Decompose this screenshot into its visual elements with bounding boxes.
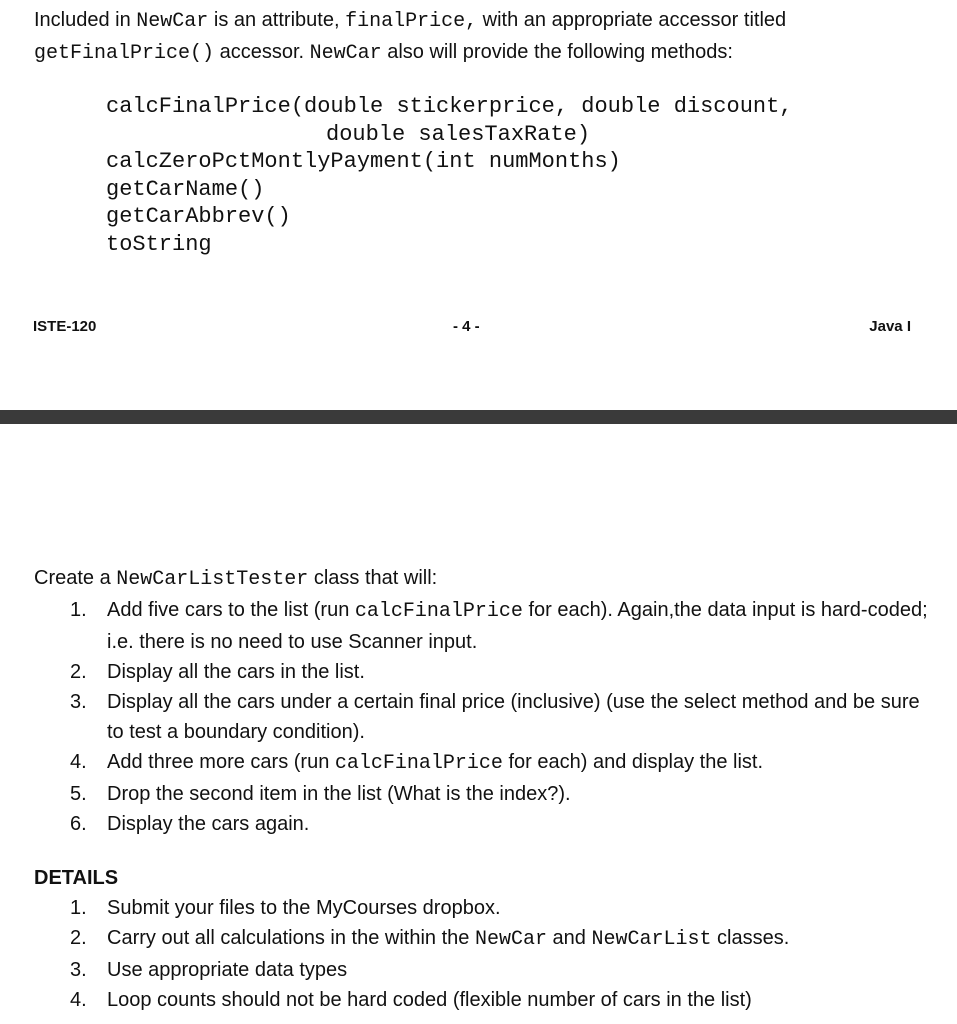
list-item xyxy=(34,923,934,955)
list-text: Add three more cars (run xyxy=(107,751,335,773)
intro-text: Included in xyxy=(34,9,137,31)
list-number: 5. xyxy=(70,783,87,805)
code-newcarlisttester: NewCarListTester xyxy=(116,568,309,591)
list-number: 2. xyxy=(70,927,87,949)
list-item xyxy=(34,809,934,839)
list-text: Use appropriate data types xyxy=(107,959,348,981)
list-item xyxy=(34,657,934,687)
method-signature: toString xyxy=(106,231,212,257)
method-signature: getCarAbbrev() xyxy=(106,204,291,229)
list-text: for each). Again,the data input is hard-coded; i.e. there is no need to use Scanner input. xyxy=(107,599,928,653)
method-signature-list xyxy=(106,93,793,258)
list-item xyxy=(34,687,934,747)
code-newcarlist: NewCarList xyxy=(591,928,712,951)
code-newcar: NewCar xyxy=(309,42,382,65)
tester-steps-list xyxy=(34,595,934,839)
tester-heading-text: Create a xyxy=(34,567,117,589)
page-break-divider xyxy=(0,410,957,424)
list-item xyxy=(34,595,934,657)
code-finalprice: finalPrice, xyxy=(345,10,478,33)
method-signature-continuation: double salesTaxRate) xyxy=(326,121,591,147)
list-text: Carry out all calculations in the within the xyxy=(107,927,475,949)
list-number: 1. xyxy=(70,897,87,919)
method-signature: getCarName() xyxy=(106,176,265,202)
code-newcar: NewCar xyxy=(136,10,209,33)
list-item xyxy=(34,985,934,1015)
details-heading: DETAILS xyxy=(34,867,119,889)
list-number: 1. xyxy=(70,599,87,621)
list-text: Loop counts should not be hard coded (flexible number of cars in the list) xyxy=(107,989,752,1011)
code-calcfinalprice: calcFinalPrice xyxy=(354,600,523,623)
list-text: for each) and display the list. xyxy=(502,751,764,773)
list-number: 6. xyxy=(70,813,87,835)
list-text: Display all the cars under a certain final price (inclusive) (use the select method and be sure to test a boundary condition). xyxy=(107,691,920,743)
list-number: 4. xyxy=(70,989,87,1011)
list-item xyxy=(34,779,934,809)
list-item xyxy=(34,893,934,923)
code-calcfinalprice: calcFinalPrice xyxy=(334,752,503,775)
intro-text: also will provide the following methods: xyxy=(381,41,733,63)
intro-paragraph xyxy=(34,5,934,69)
details-list xyxy=(34,893,934,1015)
details-section xyxy=(34,863,934,1015)
method-signature: calcFinalPrice(double stickerprice, double discount, xyxy=(106,94,793,119)
list-text: Drop the second item in the list (What is the index?). xyxy=(107,783,571,805)
footer-course-code: ISTE-120 xyxy=(33,318,97,335)
tester-section xyxy=(34,563,934,839)
list-number: 2. xyxy=(70,661,87,683)
footer-page-number: - 4 - xyxy=(453,318,480,335)
list-number: 4. xyxy=(70,751,87,773)
list-text: Display all the cars in the list. xyxy=(107,661,365,683)
tester-heading-text: class that will: xyxy=(308,567,438,589)
intro-text: with an appropriate accessor titled xyxy=(477,9,787,31)
list-text: Add five cars to the list (run xyxy=(107,599,355,621)
method-signature: calcZeroPctMontlyPayment(int numMonths) xyxy=(106,149,621,174)
footer-course-name: Java I xyxy=(869,318,911,335)
list-number: 3. xyxy=(70,959,87,981)
intro-text: is an attribute, xyxy=(208,9,346,31)
intro-text: accessor. xyxy=(214,41,310,63)
list-text: and xyxy=(546,927,592,949)
list-item xyxy=(34,747,934,779)
list-text: classes. xyxy=(711,927,790,949)
code-getfinalprice: getFinalPrice() xyxy=(34,42,215,65)
list-text: Display the cars again. xyxy=(107,813,310,835)
code-newcar: NewCar xyxy=(474,928,547,951)
list-text: Submit your files to the MyCourses dropbox. xyxy=(107,897,501,919)
list-item xyxy=(34,955,934,985)
tester-heading xyxy=(34,563,934,595)
list-number: 3. xyxy=(70,691,87,713)
